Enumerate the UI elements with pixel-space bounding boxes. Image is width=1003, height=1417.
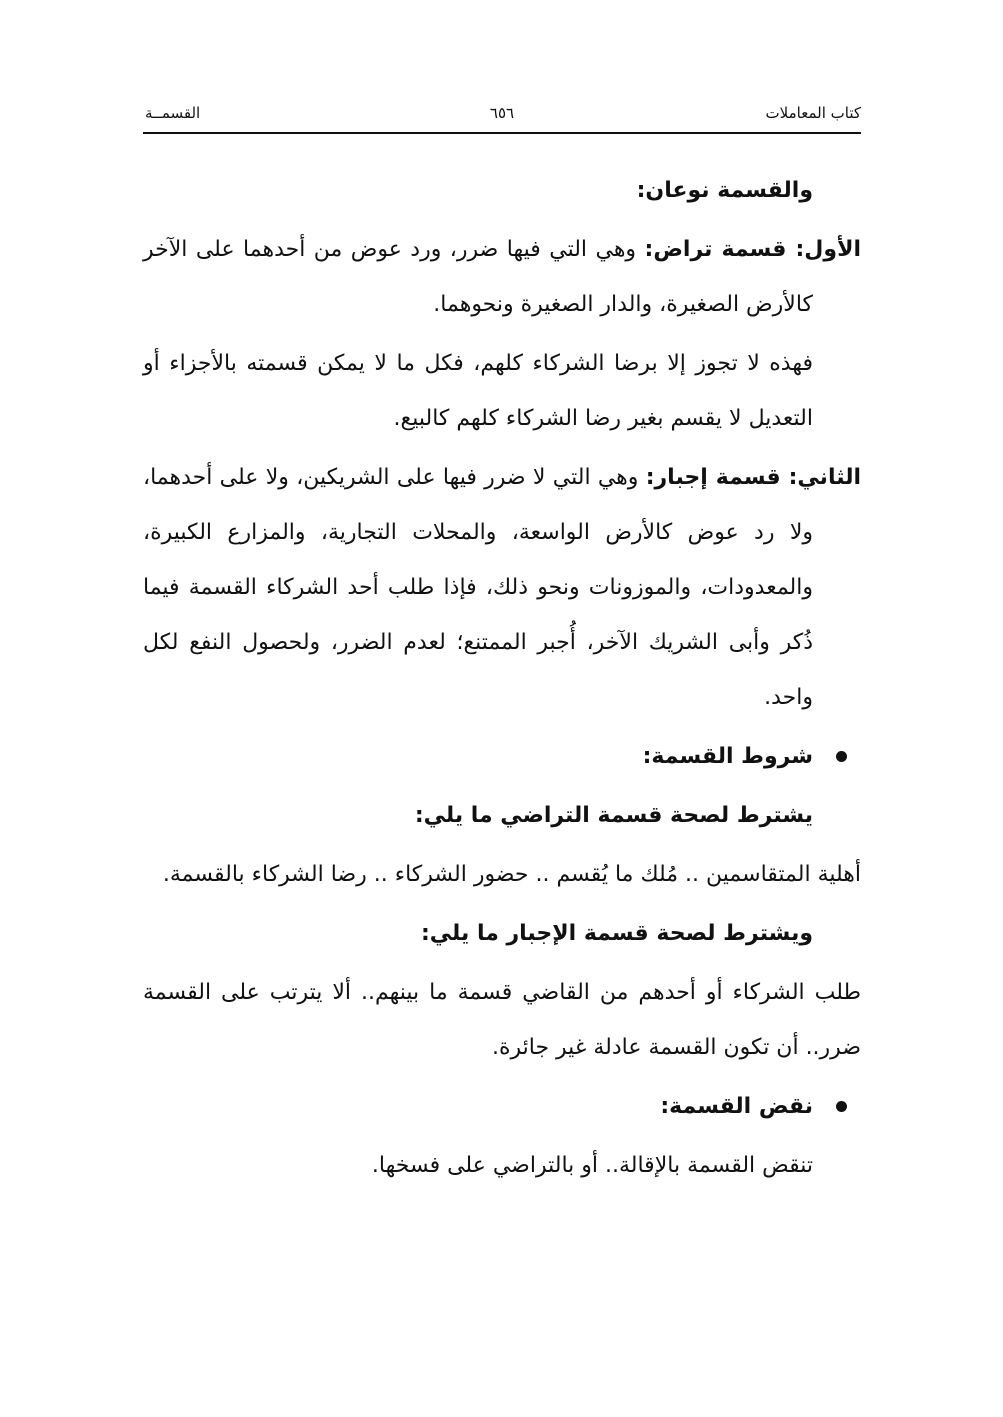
type2-text: وهي التي لا ضرر فيها على الشريكين، ولا على أحدهما، ولا رد عوض كالأرض الواسعة، والمحلات التجارية، والمزارع الكبيرة، والمعدودات، والموزونات ونحو ذلك، فإذا طلب أحد الشركاء القسمة فيما ذُكر وأبى الشريك الآخر، أُجبر الممتنع؛ لعدم الضرر، ولحصول النفع لكل واحد. xyxy=(143,465,813,710)
revocation-heading-text: نقض القسمة: xyxy=(660,1094,813,1119)
type1-rule: فهذه لا تجوز إلا برضا الشركاء كلهم، فكل ما لا يمكن قسمته بالأجزاء أو التعديل لا يقسم بغير رضا الشركاء كلهم كالبيع. xyxy=(143,351,813,431)
conditions-section-heading xyxy=(143,729,861,784)
ijbar-conditions: طلب الشركاء أو أحدهم من القاضي قسمة ما بينهم.. ألا يترتب على القسمة ضرر.. أن تكون القسمة عادلة غير جائرة. xyxy=(143,980,861,1060)
bullet-icon xyxy=(836,1101,847,1112)
type1-text: وهي التي فيها ضرر، ورد عوض من أحدهما على الآخر كالأرض الصغيرة، والدار الصغيرة ونحوهما. xyxy=(143,237,813,317)
taradi-subheading: يشترط لصحة قسمة التراضي ما يلي: xyxy=(414,803,813,828)
bullet-icon xyxy=(836,751,847,762)
type2-label: الثاني: قسمة إجبار: xyxy=(645,465,861,490)
page-body xyxy=(143,163,861,1197)
revocation-section-heading xyxy=(143,1079,861,1134)
ijbar-subheading: ويشترط لصحة قسمة الإجبار ما يلي: xyxy=(420,921,813,946)
book-title: كتاب المعاملات xyxy=(765,104,861,122)
running-header xyxy=(143,100,861,134)
taradi-conditions: أهلية المتقاسمين .. مُلك ما يُقسم .. حضور الشركاء .. رضا الشركاء بالقسمة. xyxy=(162,862,861,887)
page-number: ٦٥٦ xyxy=(489,104,515,122)
revocation-text: تنقض القسمة بالإقالة.. أو بالتراضي على فسخها. xyxy=(371,1153,813,1178)
chapter-title: القسمــة xyxy=(145,104,201,122)
type1-paragraph xyxy=(143,222,861,332)
type2-paragraph xyxy=(143,450,861,725)
intro-heading: والقسمة نوعان: xyxy=(636,178,813,203)
type1-label: الأول: قسمة تراض: xyxy=(644,237,861,262)
conditions-heading-text: شروط القسمة: xyxy=(642,744,813,769)
